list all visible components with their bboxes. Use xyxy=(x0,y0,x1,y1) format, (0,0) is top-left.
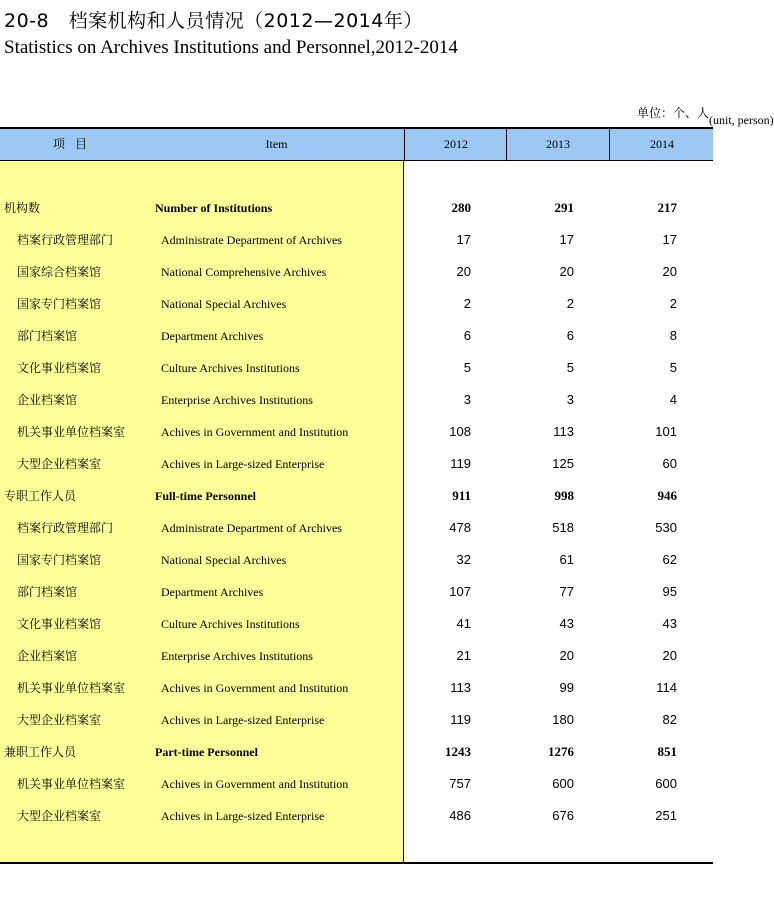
row-label-chinese: 机关事业单位档案室 xyxy=(17,777,126,791)
header-item-chinese: 项目 xyxy=(52,137,97,151)
row-value-2012: 2 xyxy=(463,296,471,311)
page-title-english: Statistics on Archives Institutions and Personnel,2012-2014 xyxy=(4,37,458,58)
row-value-2014: 5 xyxy=(669,360,677,375)
table-row xyxy=(0,544,713,576)
row-value-2013: 43 xyxy=(559,616,574,631)
row-label-chinese: 国家专门档案馆 xyxy=(17,553,102,567)
row-label-chinese: 专职工作人员 xyxy=(4,489,77,503)
row-value-2014: 600 xyxy=(655,776,677,791)
row-label-chinese: 机构数 xyxy=(4,201,41,215)
row-label-chinese: 大型企业档案室 xyxy=(17,809,102,823)
row-label-chinese: 兼职工作人员 xyxy=(4,745,77,759)
row-value-2012: 280 xyxy=(451,200,471,215)
row-value-2012: 41 xyxy=(456,616,471,631)
table-header xyxy=(0,129,713,161)
row-value-2012: 119 xyxy=(450,456,471,471)
row-value-2013: 6 xyxy=(566,328,574,343)
row-label-english: Achives in Large-sized Enterprise xyxy=(161,457,325,471)
row-value-2012: 486 xyxy=(449,808,471,823)
unit-note xyxy=(636,104,774,127)
row-value-2014: 17 xyxy=(662,232,677,247)
row-value-2012: 113 xyxy=(450,680,471,695)
row-label-english: Full-time Personnel xyxy=(155,489,256,503)
row-value-2014: 114 xyxy=(656,680,677,695)
table-row xyxy=(0,320,713,352)
row-value-2014: 251 xyxy=(655,808,677,823)
page-title-chinese: 20-8 档案机构和人员情况（2012—2014年） xyxy=(4,10,423,32)
row-label-english: Achives in Government and Institution xyxy=(161,425,349,439)
row-label-chinese: 机关事业单位档案室 xyxy=(17,681,126,695)
row-value-2014: 20 xyxy=(662,264,677,279)
row-label-chinese: 企业档案馆 xyxy=(17,649,78,663)
row-label-chinese: 机关事业单位档案室 xyxy=(17,425,126,439)
row-value-2013: 518 xyxy=(552,520,574,535)
row-label-english: Enterprise Archives Institutions xyxy=(161,393,313,407)
row-value-2012: 5 xyxy=(463,360,471,375)
header-year-2014: 2014 xyxy=(609,129,714,160)
table-row xyxy=(0,608,713,640)
unit-note-chinese: 单位：个、人 xyxy=(636,106,709,120)
row-value-2014: 62 xyxy=(662,552,677,567)
row-value-2014: 82 xyxy=(662,712,677,727)
row-value-2014: 8 xyxy=(669,328,677,343)
row-label-chinese: 国家综合档案馆 xyxy=(17,265,102,279)
header-year-2012: 2012 xyxy=(404,129,507,160)
row-label-chinese: 文化事业档案馆 xyxy=(17,361,102,375)
row-value-2013: 1276 xyxy=(548,744,574,759)
row-label-chinese: 文化事业档案馆 xyxy=(17,617,102,631)
table-body xyxy=(0,192,713,832)
row-label-chinese: 大型企业档案室 xyxy=(17,713,102,727)
row-value-2013: 113 xyxy=(553,424,574,439)
table-row xyxy=(0,736,713,768)
row-value-2012: 757 xyxy=(449,776,471,791)
row-label-english: Achives in Government and Institution xyxy=(161,681,349,695)
row-label-chinese: 部门档案馆 xyxy=(17,329,78,343)
row-value-2013: 5 xyxy=(566,360,574,375)
row-value-2012: 20 xyxy=(456,264,471,279)
row-label-english: Part-time Personnel xyxy=(155,745,258,759)
row-value-2013: 99 xyxy=(559,680,574,695)
row-value-2012: 911 xyxy=(452,488,471,503)
table-row xyxy=(0,640,713,672)
table-row xyxy=(0,384,713,416)
row-value-2013: 998 xyxy=(554,488,574,503)
row-value-2013: 600 xyxy=(552,776,574,791)
row-label-english: Enterprise Archives Institutions xyxy=(161,649,313,663)
table-row xyxy=(0,800,713,832)
table-row xyxy=(0,480,713,512)
row-label-english: Culture Archives Institutions xyxy=(161,361,300,375)
table-row xyxy=(0,416,713,448)
row-value-2012: 17 xyxy=(456,232,471,247)
row-label-chinese: 企业档案馆 xyxy=(17,393,78,407)
row-value-2012: 32 xyxy=(456,552,471,567)
row-value-2013: 291 xyxy=(554,200,574,215)
row-value-2012: 478 xyxy=(449,520,471,535)
row-label-chinese: 国家专门档案馆 xyxy=(17,297,102,311)
header-item-english: Item xyxy=(265,137,288,151)
row-value-2013: 125 xyxy=(552,456,574,471)
row-value-2014: 946 xyxy=(657,488,677,503)
row-label-english: Department Archives xyxy=(161,585,264,599)
row-value-2014: 20 xyxy=(662,648,677,663)
row-label-chinese: 档案行政管理部门 xyxy=(17,521,114,535)
row-label-english: National Comprehensive Archives xyxy=(161,265,327,279)
row-label-english: Achives in Large-sized Enterprise xyxy=(161,809,325,823)
row-label-english: Achives in Government and Institution xyxy=(161,777,349,791)
row-label-english: Number of Institutions xyxy=(155,201,273,215)
table-row xyxy=(0,768,713,800)
row-value-2013: 20 xyxy=(559,264,574,279)
row-value-2012: 107 xyxy=(449,584,471,599)
row-value-2014: 43 xyxy=(662,616,677,631)
row-label-english: Administrate Department of Archives xyxy=(161,521,342,535)
row-label-english: Achives in Large-sized Enterprise xyxy=(161,713,325,727)
row-label-chinese: 部门档案馆 xyxy=(17,585,78,599)
row-value-2013: 61 xyxy=(559,552,574,567)
row-value-2014: 60 xyxy=(662,456,677,471)
row-value-2014: 95 xyxy=(662,584,677,599)
row-label-english: Department Archives xyxy=(161,329,264,343)
table-row xyxy=(0,512,713,544)
row-value-2012: 108 xyxy=(449,424,471,439)
row-value-2014: 4 xyxy=(669,392,677,407)
row-value-2013: 676 xyxy=(552,808,574,823)
row-value-2012: 21 xyxy=(456,648,471,663)
table-row xyxy=(0,576,713,608)
unit-note-english: (unit, person) xyxy=(709,113,774,127)
row-value-2014: 217 xyxy=(657,200,677,215)
row-value-2013: 180 xyxy=(552,712,574,727)
table-row xyxy=(0,224,713,256)
row-value-2013: 20 xyxy=(559,648,574,663)
row-value-2012: 1243 xyxy=(445,744,471,759)
row-label-english: National Special Archives xyxy=(161,297,287,311)
row-label-chinese: 档案行政管理部门 xyxy=(17,233,114,247)
row-value-2012: 3 xyxy=(463,392,471,407)
table-row xyxy=(0,288,713,320)
table-row xyxy=(0,352,713,384)
row-value-2013: 17 xyxy=(559,232,574,247)
row-value-2012: 6 xyxy=(463,328,471,343)
row-value-2014: 530 xyxy=(655,520,677,535)
row-value-2014: 101 xyxy=(655,424,677,439)
row-value-2013: 2 xyxy=(566,296,574,311)
row-value-2014: 851 xyxy=(657,744,677,759)
row-label-chinese: 大型企业档案室 xyxy=(17,457,102,471)
table-row xyxy=(0,256,713,288)
row-value-2012: 119 xyxy=(450,712,471,727)
table-row xyxy=(0,448,713,480)
table-row xyxy=(0,192,713,224)
table-row xyxy=(0,704,713,736)
table-bottom-rule xyxy=(0,862,713,864)
row-label-english: Culture Archives Institutions xyxy=(161,617,300,631)
row-value-2013: 3 xyxy=(566,392,574,407)
row-label-english: National Special Archives xyxy=(161,553,287,567)
table-row xyxy=(0,672,713,704)
row-label-english: Administrate Department of Archives xyxy=(161,233,342,247)
row-value-2014: 2 xyxy=(669,296,677,311)
header-year-2013: 2013 xyxy=(506,129,609,160)
row-value-2013: 77 xyxy=(559,584,574,599)
